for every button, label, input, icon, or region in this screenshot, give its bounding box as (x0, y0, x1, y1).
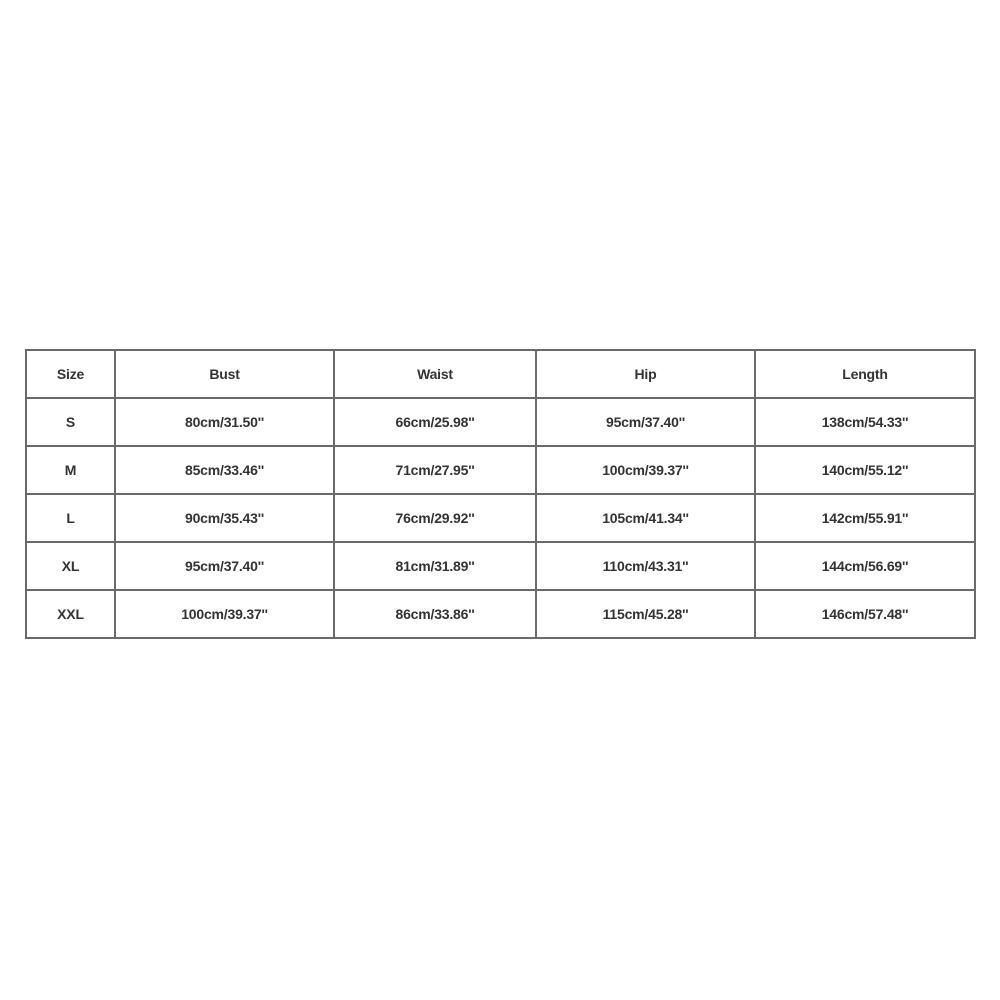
table-row (26, 590, 975, 638)
header-hip: Hip (536, 350, 755, 398)
size-cell: M (26, 446, 115, 494)
hip-cell: 110cm/43.31'' (536, 542, 755, 590)
hip-cell: 100cm/39.37'' (536, 446, 755, 494)
header-bust: Bust (115, 350, 334, 398)
table-row (26, 494, 975, 542)
waist-cell: 66cm/25.98'' (334, 398, 536, 446)
size-cell: L (26, 494, 115, 542)
bust-cell: 95cm/37.40'' (115, 542, 334, 590)
length-cell: 142cm/55.91'' (755, 494, 975, 542)
table-row (26, 542, 975, 590)
header-length: Length (755, 350, 975, 398)
header-waist: Waist (334, 350, 536, 398)
length-cell: 140cm/55.12'' (755, 446, 975, 494)
waist-cell: 81cm/31.89'' (334, 542, 536, 590)
bust-cell: 90cm/35.43'' (115, 494, 334, 542)
bust-cell: 80cm/31.50'' (115, 398, 334, 446)
table-row (26, 398, 975, 446)
size-cell: XXL (26, 590, 115, 638)
length-cell: 146cm/57.48'' (755, 590, 975, 638)
hip-cell: 105cm/41.34'' (536, 494, 755, 542)
bust-cell: 100cm/39.37'' (115, 590, 334, 638)
waist-cell: 76cm/29.92'' (334, 494, 536, 542)
size-chart-table (25, 349, 976, 639)
hip-cell: 115cm/45.28'' (536, 590, 755, 638)
header-size: Size (26, 350, 115, 398)
bust-cell: 85cm/33.46'' (115, 446, 334, 494)
size-cell: XL (26, 542, 115, 590)
hip-cell: 95cm/37.40'' (536, 398, 755, 446)
size-cell: S (26, 398, 115, 446)
length-cell: 144cm/56.69'' (755, 542, 975, 590)
waist-cell: 71cm/27.95'' (334, 446, 536, 494)
waist-cell: 86cm/33.86'' (334, 590, 536, 638)
length-cell: 138cm/54.33'' (755, 398, 975, 446)
header-row (26, 350, 975, 398)
table-row (26, 446, 975, 494)
